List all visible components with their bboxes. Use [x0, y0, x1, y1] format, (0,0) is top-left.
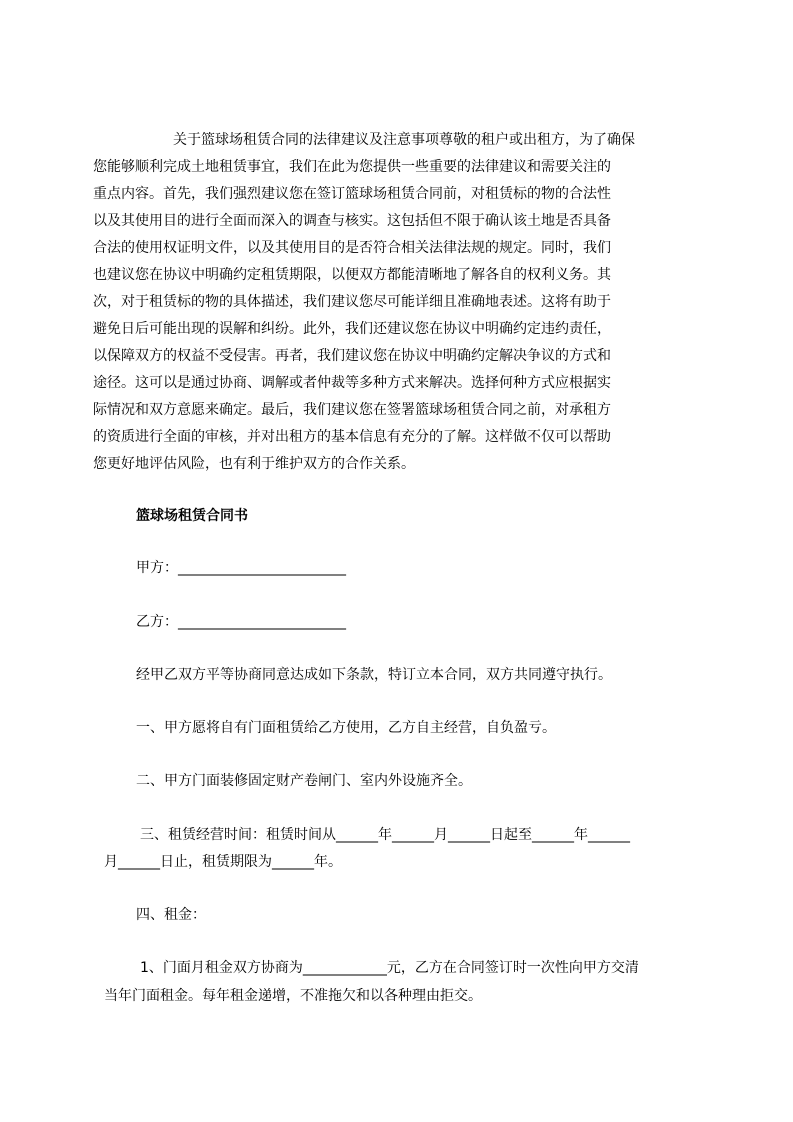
- intro-paragraph-line: 的资质进行全面的审核，并对出租方的基本信息有充分的了解。这样做不仅可以帮助: [93, 429, 611, 445]
- intro-paragraph-line: 关于篮球场租赁合同的法律建议及注意事项尊敬的租户或出租方，为了确保: [173, 132, 635, 148]
- clause-4-1-line-1: 1、门面月租金双方协商为____________元，乙方在合同签订时一次性向甲方交清: [140, 960, 639, 976]
- intro-paragraph-line: 您更好地评估风险，也有利于维护双方的合作关系。: [93, 456, 415, 472]
- intro-paragraph-line: 重点内容。首先，我们强烈建议您在签订篮球场租赁合同前，对租赁标的物的合法性: [93, 186, 611, 202]
- clause-4-title: 四、租金：: [136, 907, 206, 923]
- clause-1: 一、甲方愿将自有门面租赁给乙方使用，乙方自主经营，自负盈亏。: [136, 720, 556, 736]
- intro-paragraph-line: 次，对于租赁标的物的具体描述，我们建议您尽可能详细且准确地表述。这将有助于: [93, 294, 611, 310]
- intro-paragraph-line: 避免日后可能出现的误解和纠纷。此外，我们还建议您在协议中明确约定违约责任，: [93, 321, 611, 337]
- contract-title: 篮球场租赁合同书: [136, 508, 248, 524]
- intro-paragraph-line: 际情况和双方意愿来确定。最后，我们建议您在签署篮球场租赁合同之前，对承租方: [93, 402, 611, 418]
- intro-paragraph-line: 合法的使用权证明文件，以及其使用目的是否符合相关法律法规的规定。同时，我们: [93, 240, 611, 256]
- clause-3-line-2: 月______日止，租赁期限为______年。: [104, 854, 342, 870]
- intro-paragraph-line: 以及其使用目的进行全面而深入的调查与核实。这包括但不限于确认该土地是否具备: [93, 213, 611, 229]
- clause-4-1-line-2: 当年门面租金。每年租金递增，不准拖欠和以各种理由拒交。: [104, 988, 482, 1004]
- party-b-line: 乙方：________________________: [136, 614, 346, 630]
- clause-3-line-1: 三、租赁经营时间：租赁时间从______年______月______日起至______年______: [140, 827, 630, 843]
- intro-paragraph-line: 以保障双方的权益不受侵害。再者，我们建议您在协议中明确约定解决争议的方式和: [93, 348, 611, 364]
- intro-paragraph-line: 您能够顺利完成土地租赁事宜，我们在此为您提供一些重要的法律建议和需要关注的: [93, 159, 611, 175]
- intro-paragraph-line: 途径。这可以是通过协商、调解或者仲裁等多种方式来解决。选择何种方式应根据实: [93, 375, 611, 391]
- agreement-statement: 经甲乙双方平等协商同意达成如下条款，特订立本合同，双方共同遵守执行。: [136, 667, 612, 683]
- party-a-line: 甲方：________________________: [136, 560, 346, 576]
- intro-paragraph-line: 也建议您在协议中明确约定租赁期限，以便双方都能清晰地了解各自的权利义务。其: [93, 267, 611, 283]
- clause-2: 二、甲方门面装修固定财产卷闸门、室内外设施齐全。: [136, 773, 472, 789]
